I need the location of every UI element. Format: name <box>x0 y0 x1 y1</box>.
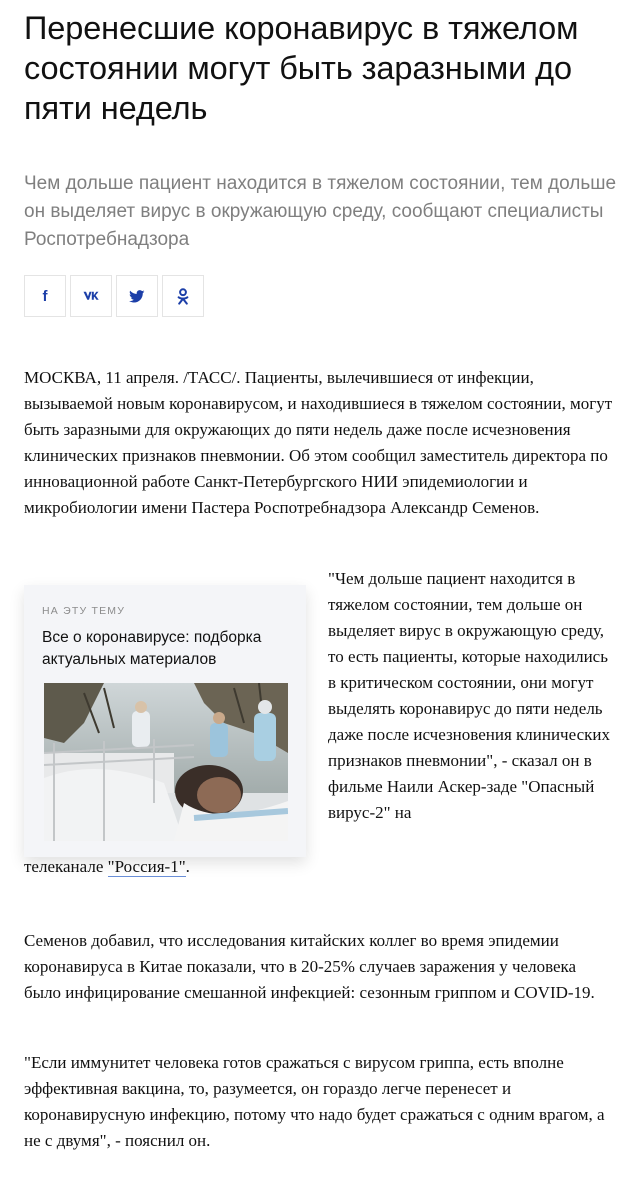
twitter-icon <box>129 290 145 303</box>
article-quote-tail <box>24 854 190 880</box>
share-bar <box>24 275 208 317</box>
share-vk-button[interactable] <box>70 275 112 317</box>
related-card[interactable] <box>24 585 306 857</box>
quote-tail-prefix: телеканале <box>24 857 108 876</box>
channel-link[interactable]: "Россия-1" <box>107 857 186 876</box>
related-photo[interactable] <box>44 683 288 841</box>
article-paragraph-3: "Если иммунитет человека готов сражаться с вирусом гриппа, есть вполне эффективная вакцина, то, разумеется, он гораздо легче перенесет и коронавирусную инфекцию, потому что надо будет сражаться с одним врагом, а не с двумя", - пояснил он. <box>24 1053 605 1150</box>
related-title[interactable]: Все о коронавирусе: подборка актуальных материалов <box>42 629 262 668</box>
share-odnoklassniki-button[interactable] <box>162 275 204 317</box>
article-lead: Чем дольше пациент находится в тяжелом состоянии, тем дольше он выделяет вирус в окружающую среду, сообщают специалисты Роспотребнадзора <box>24 173 617 250</box>
article-headline: Перенесшие коронавирус в тяжелом состоянии могут быть заразными до пяти недель <box>24 10 579 126</box>
article-paragraph-1: МОСКВА, 11 апреля. /ТАСС/. Пациенты, вылечившиеся от инфекции, вызываемой новым коронавирусом, и находившиеся в тяжелом состоянии, могут быть заразными для окружающих до пяти недель даже после исчезновения клинических признаков пневмонии. Об этом сообщил заместитель директора по инновационной работе Санкт-Петербургского НИИ эпидемиологии и микробиологии имени Пастера Роспотребнадзора Александр Семенов. <box>24 368 613 517</box>
share-facebook-button[interactable] <box>24 275 66 317</box>
facebook-icon: f <box>42 287 48 305</box>
article-quote: "Чем дольше пациент находится в тяжелом состоянии, тем дольше он выделяет вирус в окружающую среду, то есть пациенты, которые находились в критическом состоянии, они могут выделять коронавирус до пяти недель даже после исчезновения клинических признаков пневмонии", - сказал он в фильме Наили Аскер-заде "Опасный вирус-2" на <box>328 569 610 822</box>
share-twitter-button[interactable] <box>116 275 158 317</box>
odnoklassniki-icon <box>177 288 189 305</box>
quote-tail-suffix: . <box>185 857 190 876</box>
vk-icon <box>83 291 99 301</box>
related-kicker: НА ЭТУ ТЕМУ <box>42 605 126 617</box>
article-paragraph-2: Семенов добавил, что исследования китайских коллег во время эпидемии коронавируса в Китае показали, что в 20-25% случаев заражения у человека было инфицирование смешанной инфекцией: сезонным гриппом и COVID-19. <box>24 931 595 1002</box>
